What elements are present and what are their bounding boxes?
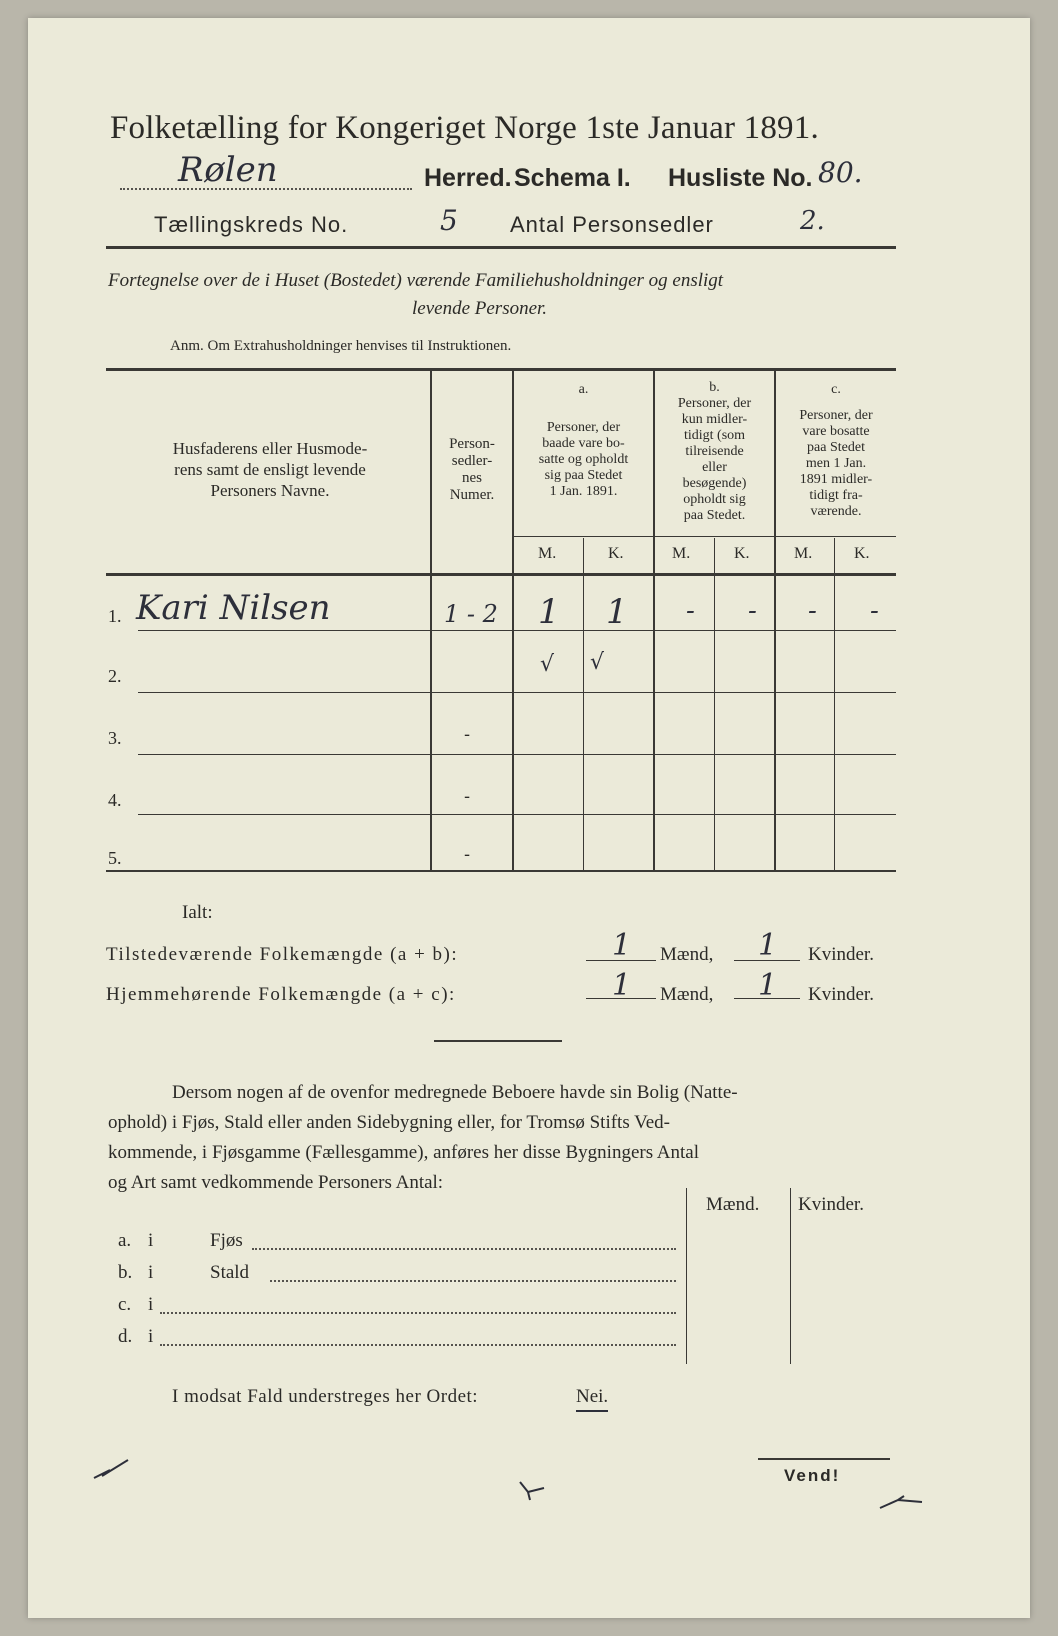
col-c-letter: c. bbox=[831, 382, 841, 397]
census-form-page bbox=[28, 18, 1030, 1618]
form-title: Folketælling for Kongeriget Norge 1ste Januar 1891. bbox=[110, 110, 819, 146]
c-m-label: M. bbox=[794, 545, 813, 562]
antal-handwritten: 2. bbox=[800, 206, 825, 236]
table-header-bottom-rule bbox=[106, 573, 896, 576]
a-k-label: K. bbox=[608, 545, 624, 562]
row-b-k: - bbox=[748, 596, 757, 626]
building-letter: a. bbox=[118, 1230, 132, 1251]
row-pnum: - bbox=[464, 786, 471, 807]
building-i: i bbox=[148, 1230, 154, 1251]
row-number: 1. bbox=[108, 606, 122, 626]
building-letter: d. bbox=[118, 1326, 133, 1347]
kreds-handwritten: 5 bbox=[440, 204, 458, 237]
row-c-m: - bbox=[808, 596, 817, 626]
herred-handwritten: Rølen bbox=[178, 150, 278, 190]
building-i: i bbox=[148, 1326, 154, 1347]
c-k-label: K. bbox=[854, 545, 870, 562]
row-b-m: - bbox=[686, 596, 695, 626]
building-label: Stald bbox=[210, 1262, 250, 1283]
row-a-k: √ bbox=[590, 650, 605, 675]
b-k-label: K. bbox=[734, 545, 750, 562]
intro-line1: Fortegnelse over de i Huset (Bostedet) værende Familiehusholdninger og ensligt bbox=[108, 270, 724, 291]
table-bottom-rule bbox=[106, 870, 896, 872]
row-rule-3 bbox=[138, 754, 896, 755]
building-label: Fjøs bbox=[210, 1230, 243, 1251]
hjemme-label: Hjemmehørende Folkemængde (a + c): bbox=[106, 984, 456, 1005]
col-c-header: Personer, der vare bosatte paa Stedet men 1 Jan. 1891 midler- tidigt fra- værende. bbox=[799, 408, 873, 519]
tilstede-label: Tilstedeværende Folkemængde (a + b): bbox=[106, 944, 459, 965]
col-divider-b-mk bbox=[714, 538, 715, 870]
ink-mark-icon bbox=[518, 1478, 558, 1502]
building-letter: b. bbox=[118, 1262, 133, 1283]
hjemme-kvinder-value: 1 bbox=[758, 968, 778, 1003]
herred-label: Herred. bbox=[424, 164, 512, 192]
hjemme-kvinder-label: Kvinder. bbox=[808, 984, 874, 1005]
mk-header-rule bbox=[514, 536, 896, 537]
ink-mark-icon bbox=[878, 1492, 928, 1512]
tilstede-kvinder-label: Kvinder. bbox=[808, 944, 874, 965]
row-a-m: √ bbox=[540, 652, 555, 677]
col-b-letter: b. bbox=[709, 380, 720, 395]
row-a-k: 1 bbox=[606, 592, 628, 632]
b-m-label: M. bbox=[672, 545, 691, 562]
intro-line2: levende Personer. bbox=[412, 298, 548, 319]
a-m-label: M. bbox=[538, 545, 557, 562]
kreds-label: Tællingskreds No. bbox=[154, 212, 349, 237]
col-b-header: Personer, der kun midler- tidigt (som tilreisende eller besøgende) opholdt sig paa Stedet. bbox=[677, 396, 752, 523]
row-c-k: - bbox=[870, 596, 879, 626]
row-number: 5. bbox=[108, 848, 122, 868]
building-i: i bbox=[148, 1294, 154, 1315]
separator-rule bbox=[434, 1040, 562, 1042]
schema-label: Schema I. bbox=[514, 164, 631, 192]
row-number: 4. bbox=[108, 790, 122, 810]
col-name-header: Husfaderens eller Husmode- rens samt de ensligt levende Personers Navne. bbox=[172, 439, 368, 500]
buildings-kvinder-header: Kvinder. bbox=[798, 1194, 864, 1215]
buildings-maend-header: Mænd. bbox=[706, 1194, 760, 1215]
nei-word: Nei. bbox=[576, 1386, 608, 1412]
row-pnum: - bbox=[464, 724, 471, 745]
col-a-letter: a. bbox=[578, 382, 589, 397]
vend-rule bbox=[758, 1458, 890, 1460]
building-dotted-line bbox=[160, 1344, 676, 1346]
col-num-header: Person- sedler- nes Numer. bbox=[449, 436, 495, 503]
ialt-label: Ialt: bbox=[182, 902, 213, 923]
row-number: 3. bbox=[108, 728, 122, 748]
buildings-paragraph: Dersom nogen af de ovenfor medregnede Beboere havde sin Bolig (Natte- ophold) i Fjøs, Stald eller anden Sidebygning eller, for Tromsø Stifts Ved- kommende, i Fjøsgamme (Fællesgamme), anføres her disse Bygningers Antal og Art samt vedkommende Personers Antal: bbox=[108, 1082, 738, 1193]
row-rule-1 bbox=[138, 630, 896, 631]
anm-note: Anm. Om Extrahusholdninger henvises til Instruktionen. bbox=[170, 338, 512, 354]
buildings-col-divider-1 bbox=[686, 1188, 687, 1364]
col-divider-a-mk bbox=[583, 538, 584, 870]
row-name: Kari Nilsen bbox=[136, 588, 331, 628]
row-number: 2. bbox=[108, 666, 122, 686]
col-a-header: Personer, der baade vare bo- satte og opholdt sig paa Stedet 1 Jan. 1891. bbox=[538, 420, 629, 499]
row-pnum: 1 - 2 bbox=[444, 600, 498, 628]
buildings-col-divider-2 bbox=[790, 1188, 791, 1364]
tilstede-maend-value: 1 bbox=[612, 928, 632, 963]
header-rule bbox=[106, 246, 896, 249]
table-top-rule bbox=[106, 368, 896, 371]
hjemme-maend-label: Mænd, bbox=[660, 984, 714, 1005]
row-rule-2 bbox=[138, 692, 896, 693]
ink-mark-icon bbox=[92, 1458, 132, 1482]
row-rule-4 bbox=[138, 814, 896, 815]
tilstede-kvinder-value: 1 bbox=[758, 928, 778, 963]
tilstede-maend-label: Mænd, bbox=[660, 944, 714, 965]
col-divider-c-mk bbox=[834, 538, 835, 870]
row-a-m: 1 bbox=[538, 592, 560, 632]
row-pnum: - bbox=[464, 844, 471, 865]
hjemme-maend-value: 1 bbox=[612, 968, 632, 1003]
building-dotted-line bbox=[160, 1312, 676, 1314]
husliste-label: Husliste No. bbox=[668, 164, 813, 192]
building-i: i bbox=[148, 1262, 154, 1283]
vend-label: Vend! bbox=[784, 1466, 841, 1485]
building-dotted-line bbox=[252, 1248, 676, 1250]
building-letter: c. bbox=[118, 1294, 132, 1315]
modsat-text: I modsat Fald understreges her Ordet: bbox=[172, 1386, 479, 1407]
husliste-handwritten: 80. bbox=[818, 156, 863, 189]
antal-label: Antal Personsedler bbox=[510, 212, 714, 237]
building-dotted-line bbox=[270, 1280, 676, 1282]
